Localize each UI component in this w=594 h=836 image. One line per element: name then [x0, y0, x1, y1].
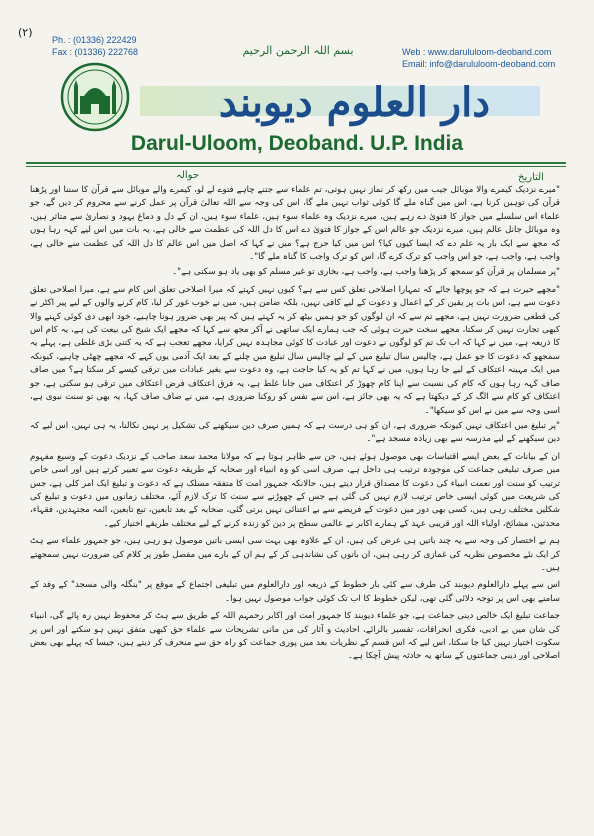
contact-web-email [402, 46, 555, 70]
darul-uloom-minaret-seal-icon [60, 62, 130, 132]
page-number: (۲) [18, 26, 33, 39]
urdu-title: دار العلوم دیوبند [218, 79, 490, 126]
header-rule [26, 162, 566, 164]
paragraph-3: "مجھے حیرت ہے کہ جو پوچھا جائے کہ تمہارا اصلاحی تعلق کس سے ہے؟ کیوں نہیں کہتے کہ میرا اصلاحی تعلق اس کام سے ہے، میرا اصلاحی تعلق دعوت سے ہے، اس بات پر یقین کر کے اعمال و دعوت کے لیے کافی نہیں، بلکہ ضامن ہیں، میں نے خوب غور کر لیا، کام کرنے والوں کے لیے پیر اکٹر نے کی قطعی ضرورت نہیں ہے، مجھے تم سے کہ ان لوگوں کو جو ہمیں بیٹھ کر یہ کہتے ہیں کہ پیر بھی ضرور ہونا چاہیے، خود ابھی دی کوئی کہنے والا کبھی تجارت نہیں کر سکتا، مجھے سخت حیرت ہوئی کہ جب ہمارے ایک ساتھی نے آکر مجھ سے کہا کہ مجھے ایک شیخ کی بیعت کی ہے، یہ کام اس کا ذریعہ ہے، میں نے کہا کہ اب تک تم کو لوگوں نے دعوت اور عبادت کا کوئی مجاہدہ نہیں کرایا، مجھے تعجب ہے کہ یہ کتنی بڑی غلطی ہے، پہلے یہ سمجھو کہ دعوت کا جو عمل ہے، چالیس سال تبلیغ میں کے لیے چالیس سال تبلیغ میں چلنے کے بعد ایک آدمی یوں کہے کہ مجھے چھٹی چاہیے، کیونکہ میں ایک مہینہ اعتکاف کے لیے جا رہا ہوں، میں نے کہا تم کو یہ کیا حاجت ہے، وہ دعوت سے بغیر عبادات میں ترقی کیسے کر سکتا ہے؟ میں صاف صاف کہہ رہا ہوں کہ کام کی نسبت سے اپنا کام چھوڑ کر اعتکاف میں جانا غلط ہے، یہ فرق اعتکاف فرض اعتکاف میں ترقی ہو سکتی ہے، جو اعتکاف کو کام سے الگ کر کے دیکھتا ہے کہ یہ بھی جائز ہے، اس سے نفس کو روکنا ضروری ہے، میں نے صاف صاف کہا، یہ بھی تو سنت نبوی ہے، اسی وجہ سے میں نے اس کو سیکھا"۔ [30, 284, 560, 416]
paragraph-2: "پر مسلمان پر قرآن کو سمجھ کر پڑھنا واجب ہے، واجب ہے، بخاری تو غیر مسلم کو بھی یاد ہو سکتی ہے"۔ [172, 267, 560, 278]
urdu-banner [140, 78, 540, 128]
paragraph-7: اس سے پہلے دارالعلوم دیوبند کی طرف سے کئی بار خطوط کے ذریعہ اور دارالعلوم میں تبلیغی اجتماع کے موقع پر "بنگلہ والی مسجد" کے وفد کے سامنے بھی اس پر توجہ دلائی گئی تھی، لیکن خطوط کا اب تک کوئی جواب موصول نہیں ہوا۔ [30, 580, 560, 604]
header-rule-thin [26, 166, 566, 167]
fax-number: Fax : (01336) 222768 [52, 47, 139, 57]
website: Web : www.darululoom-deoband.com [402, 47, 552, 57]
english-title: Darul-Uloom, Deoband. U.P. India [130, 132, 464, 155]
bismillah-heading: بسم اللہ الرحمن الرحیم [242, 44, 354, 57]
paragraph-4: "پر تبلیغ میں اعتکاف نہیں کیونکہ ضروری ہے، ان کو ہی درست ہے کہ ہمیں صرف دین سیکھنے کی تشکیل پر نہیں نکالنا، یہ ہی نہیں، اس لیے کہ دین سیکھنے کے لیے مدرسہ سے بھی زیادہ مسجد ہے"۔ [30, 420, 560, 445]
reference-label: حوالہ [176, 170, 200, 181]
contact-phone-fax [52, 34, 138, 58]
date-label: التاریخ [518, 172, 544, 183]
phone-number: Ph. : (01336) 222429 [52, 35, 137, 45]
paragraph-8: جماعت تبلیغ ایک خالص دینی جماعت ہے، جو علماء دیوبند کا جمہور امت اور اکابر رحمہم اللہ کے طریق سے ہٹ کر محفوظ نہیں رہ پائے گی، انبیاء کی شان میں بے ادبی، فکری انحرافات، تفسیر بالرائے، احادیث و آثار کی من مانی تشریحات سے علماء حق کبھی متفق نہیں ہو سکتے اور اس پر سکوت اختیار نہیں کیا جا سکتا، اس لیے کہ اس قسم کے نظریات بعد میں پوری جماعت کو راہ حق سے منحرف کر دیتے ہیں، جیسا کہ پہلے بھی بعض اصلاحی اور دینی جماعتوں کے ساتھ یہ حادثہ پیش آچکا ہے۔ [30, 611, 560, 662]
paragraph-1: "میرے نزدیک کیمرے والا موبائل جیب میں رکھ کر نماز نہیں ہوتی، تم علماء سے جتنے چاہے فتوے لے لو، کیمرے والے موبائل سے قرآن کا سننا اور پڑھنا قرآن کی توہین کرنا ہے، اس میں گناہ ملے گا کوئی ثواب نہیں ملے گا، اس کی وجہ سے اللہ تعالیٰ قرآن پر عمل کرنے سے محروم کر دیں گے، جو علماء اس سلسلے میں جواز کا فتویٰ دے رہے ہیں، میرے نزدیک وہ علماء سوء ہیں، علماء سوء ہیں، ان کے دل و دماغ یہود و نصاریٰ سے متاثر ہیں، وہ موبائل جانل عالم ہیں، میرے نزدیک جو عالم اس کے جواز کا فتویٰ دے اس کا دل اللہ کی عظمت سے خالی ہے، یہ بات میں اس لیے کہہ رہا ہوں کہ مجھ سے ایک بار یہ علم دے کہ ایسا کیوں کیا؟ اس میں کیا حرج ہے؟ میں نے کہا کہ اصل میں اس عالم کا دل اللہ کی عظمت سے خالی ہے، واجب ہے، واجب ہے، جو اس واجب کو ترک کرے گا، اس کو ترک واجب کا گناہ ملے گا"۔ [30, 185, 560, 263]
email-address: Email: info@darululoom-deoband.com [402, 59, 556, 69]
paragraph-5: ان کے بیانات کے بعض ایسے اقتباسات بھی موصول ہوئے ہیں، جن سے ظاہر ہوتا ہے کہ مولانا محمد سعد صاحب کے نزدیک دعوت کے وسیع مفہوم میں صرف تبلیغی جماعت کی موجودہ ترتیب ہی داخل ہے، صرف اسی کو وہ انبیاء اور صحابہ کے طریقہ دعوت سے تعبیر کرتے ہیں اور اسی خاص ترتیب کو سنت اور نعمت انبیاء کی دعوت کا مصداق قرار دیتے ہیں، حالانکہ جمہور امت کا متفقہ مسلک ہے کہ دعوت و تبلیغ ایک امر کلی ہے، جس کی شریعت میں کوئی ایسی خاص ترتیب لازم نہیں کی گئی ہے جس کے چھوڑنے سے سنت کا ترک لازم آئے، مختلف زمانوں میں دعوت و تبلیغ کی شکلیں مختلف رہی ہیں، کسی بھی دور میں دعوت کے فریضے سے بے اعتنائی نہیں برتی گئی، صحابہ کے بعد تابعین، تبع تابعین، ائمہ مجتہدین، فقہاء، محدثین، مشائخ، اولیاء اللہ اور قریبی عہد کے ہمارے اکابر نے عالمی سطح پر دین کو زندہ کرنے کے لیے مختلف طریقے اختیار کیے۔ [30, 451, 560, 529]
letter-body [30, 184, 560, 666]
paragraph-6: ہم نے اختصار کی وجہ سے یہ چند باتیں ہی عرض کی ہیں، ان کے علاوہ بھی بہت سی ایسی باتیں موصول ہو رہی ہیں، جو جمہور علماء سے ہٹ کر ایک نئے مخصوص نظریہ کی غمازی کر رہی ہیں، ان باتوں کی نشاندہی کر کے ہم ان کے بارے میں مفصل طور پر کلام کی ضرورت نہیں سمجھتے ہیں۔ [30, 536, 560, 573]
